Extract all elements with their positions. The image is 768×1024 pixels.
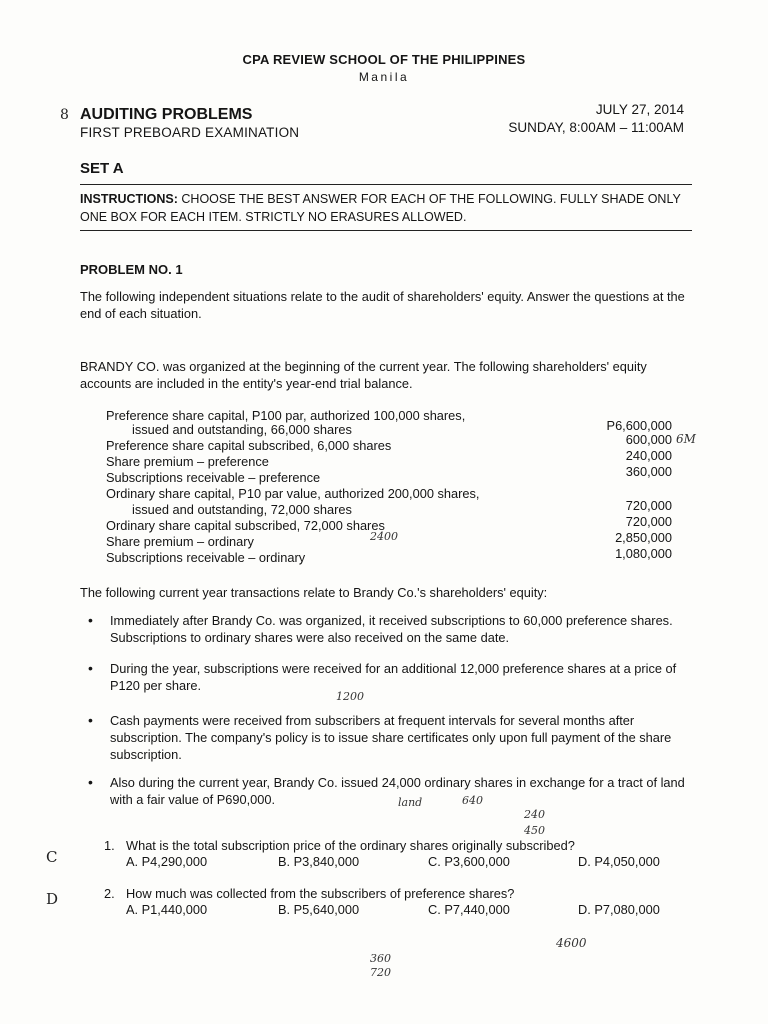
- instructions-bottom-rule: [80, 230, 692, 231]
- transaction-text: Cash payments were received from subscribers at frequent intervals for several months after subscription. The company's policy is to issue share certificates only upon full payment of the share subscription.: [110, 713, 672, 762]
- school-city: Manila: [358, 70, 410, 84]
- account-amount: 600,000: [625, 432, 672, 447]
- account-label: Preference share capital, P100 par, authorized 100,000 shares,: [106, 408, 466, 423]
- question-number: 1.: [104, 838, 115, 853]
- question-stem: How much was collected from the subscribers of preference shares?: [126, 886, 515, 901]
- exam-time: SUNDAY, 8:00AM – 11:00AM: [508, 120, 684, 135]
- exam-date: JULY 27, 2014: [595, 102, 684, 117]
- handwritten-note: 720: [370, 966, 391, 979]
- question: [104, 886, 694, 922]
- answer-option-a[interactable]: A. P1,440,000: [126, 902, 208, 917]
- answer-option-c[interactable]: C. P3,600,000: [428, 854, 510, 869]
- question-number: 2.: [104, 886, 115, 901]
- account-amount: 240,000: [625, 448, 672, 463]
- exam-subject: AUDITING PROBLEMS: [80, 106, 253, 123]
- account-label: Subscriptions receivable – preference: [106, 470, 321, 485]
- answer-option-b[interactable]: B. P3,840,000: [278, 854, 360, 869]
- handwritten-note: 6M: [676, 432, 696, 446]
- account-amount: P6,600,000: [606, 418, 672, 433]
- transactions-intro: The following current year transactions relate to Brandy Co.'s shareholders' equity:: [80, 585, 548, 600]
- account-amount: 720,000: [625, 498, 672, 513]
- account-label: Share premium – ordinary: [106, 534, 254, 549]
- exam-name: FIRST PREBOARD EXAMINATION: [80, 125, 300, 140]
- handwritten-note: land: [398, 796, 423, 809]
- account-label: issued and outstanding, 72,000 shares: [132, 502, 352, 517]
- handwritten-note: 2400: [370, 530, 398, 543]
- transaction-text: Immediately after Brandy Co. was organized, it received subscriptions to 60,000 preference shares. Subscriptions to ordinary shares were also received on the same date.: [110, 613, 673, 645]
- handwritten-note: 240: [524, 808, 545, 821]
- account-amount: 2,850,000: [615, 530, 672, 545]
- problem-title: PROBLEM NO. 1: [80, 262, 183, 277]
- handwritten-note: 360: [370, 952, 391, 965]
- answer-option-a[interactable]: A. P4,290,000: [126, 854, 208, 869]
- problem-intro: The following independent situations relate to the audit of shareholders' equity. Answer the questions at the end of each situation.: [80, 289, 685, 321]
- handwritten-page-number: 8: [60, 107, 69, 123]
- handwritten-note: 1200: [336, 690, 364, 703]
- handwritten-answer: C: [46, 848, 58, 866]
- answer-option-b[interactable]: B. P5,640,000: [278, 902, 360, 917]
- account-label: Ordinary share capital subscribed, 72,000 shares: [106, 518, 385, 533]
- bullet-icon: •: [88, 712, 93, 728]
- question: [104, 838, 694, 874]
- account-label: Ordinary share capital, P10 par value, authorized 200,000 shares,: [106, 486, 480, 501]
- school-name: CPA REVIEW SCHOOL OF THE PHILIPPINES: [242, 52, 526, 67]
- bullet-icon: •: [88, 660, 93, 676]
- bullet-icon: •: [88, 612, 93, 628]
- handwritten-note: 4600: [556, 936, 587, 950]
- account-label: Subscriptions receivable – ordinary: [106, 550, 306, 565]
- account-label: Share premium – preference: [106, 454, 269, 469]
- account-label: Preference share capital subscribed, 6,000 shares: [106, 438, 392, 453]
- handwritten-answer: D: [46, 890, 59, 908]
- case-intro: BRANDY CO. was organized at the beginning of the current year. The following shareholders' equity accounts are included in the entity's year-end trial balance.: [80, 359, 647, 391]
- question-stem: What is the total subscription price of the ordinary shares originally subscribed?: [126, 838, 575, 853]
- transaction-text: During the year, subscriptions were received for an additional 12,000 preference shares at a price of P120 per share.: [110, 661, 677, 693]
- instructions: [80, 190, 692, 226]
- answer-option-d[interactable]: D. P7,080,000: [578, 902, 660, 917]
- account-amount: 360,000: [625, 464, 672, 479]
- exam-set: SET A: [80, 160, 124, 177]
- account-label: issued and outstanding, 66,000 shares: [132, 422, 352, 437]
- transaction-text: Also during the current year, Brandy Co. issued 24,000 ordinary shares in exchange for a tract of land with a fair value of P690,000.: [110, 775, 685, 807]
- bullet-icon: •: [88, 774, 93, 790]
- answer-option-c[interactable]: C. P7,440,000: [428, 902, 510, 917]
- handwritten-note: 450: [524, 824, 545, 837]
- instructions-top-rule: [80, 184, 692, 185]
- account-amount: 720,000: [625, 514, 672, 529]
- answer-option-d[interactable]: D. P4,050,000: [578, 854, 660, 869]
- instructions-label: INSTRUCTIONS:: [80, 192, 178, 206]
- instructions-text: CHOOSE THE BEST ANSWER FOR EACH OF THE FOLLOWING. FULLY SHADE ONLY ONE BOX FOR EACH ITEM. STRICTLY NO ERASURES ALLOWED.: [80, 192, 681, 224]
- account-amount: 1,080,000: [615, 546, 672, 561]
- handwritten-note: 640: [462, 794, 483, 807]
